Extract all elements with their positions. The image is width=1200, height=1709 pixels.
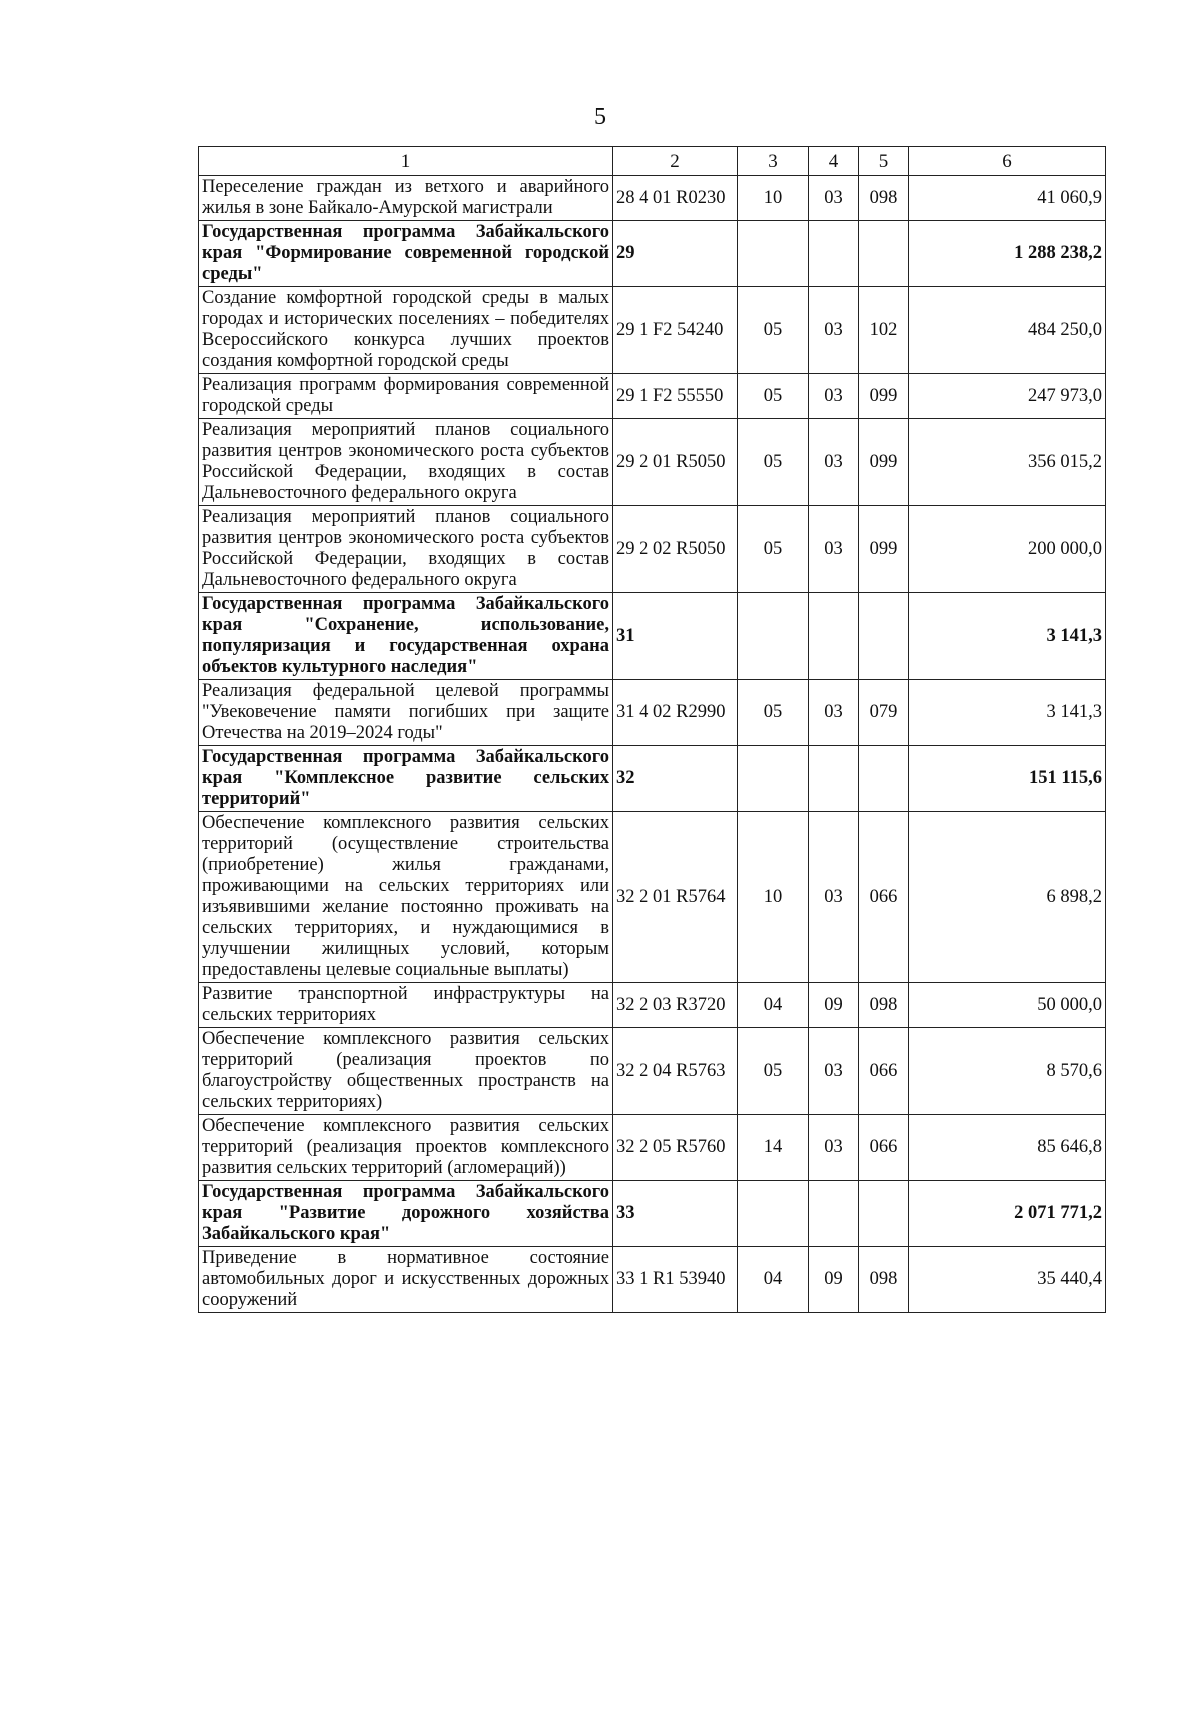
row-section-cell: 05 <box>738 1028 809 1115</box>
table-row <box>199 287 1106 374</box>
row-expense-type-cell: 098 <box>859 1247 909 1313</box>
row-section-cell: 10 <box>738 812 809 983</box>
table-row <box>199 506 1106 593</box>
row-subsection-cell <box>809 746 859 812</box>
budget-table <box>198 146 1106 1313</box>
table-row <box>199 176 1106 221</box>
row-expense-type-cell: 066 <box>859 812 909 983</box>
row-expense-type-cell: 099 <box>859 506 909 593</box>
row-section-cell: 10 <box>738 176 809 221</box>
header-row <box>199 147 1106 176</box>
row-name-cell: Государственная программа Забайкальского края "Формирование современной городской среды" <box>199 221 613 287</box>
row-amount-cell: 6 898,2 <box>909 812 1106 983</box>
program-row <box>199 746 1106 812</box>
col-header-6: 6 <box>909 147 1106 176</box>
row-section-cell: 14 <box>738 1115 809 1181</box>
row-name-cell: Государственная программа Забайкальского края "Развитие дорожного хозяйства Забайкальского края" <box>199 1181 613 1247</box>
row-code-cell: 32 2 01 R5764 <box>613 812 738 983</box>
table-row <box>199 374 1106 419</box>
row-name-cell: Создание комфортной городской среды в малых городах и исторических поселениях – победителях Всероссийского конкурса лучших проектов создания комфортной городской среды <box>199 287 613 374</box>
row-amount-cell: 1 288 238,2 <box>909 221 1106 287</box>
row-code-cell: 32 2 05 R5760 <box>613 1115 738 1181</box>
row-code-cell: 32 2 04 R5763 <box>613 1028 738 1115</box>
row-name-cell: Обеспечение комплексного развития сельских территорий (осуществление строительства (приобретение) жилья гражданами, проживающими на сельских территориях или изъявившими желание постоянно проживать на сельских территориях, и нуждающимися в улучшении жилищных условий, которым предоставлены целевые социальные выплаты) <box>199 812 613 983</box>
row-amount-cell: 484 250,0 <box>909 287 1106 374</box>
col-header-1: 1 <box>199 147 613 176</box>
row-subsection-cell: 03 <box>809 812 859 983</box>
row-code-cell: 33 1 R1 53940 <box>613 1247 738 1313</box>
row-name-cell: Реализация программ формирования современной городской среды <box>199 374 613 419</box>
row-amount-cell: 247 973,0 <box>909 374 1106 419</box>
row-subsection-cell <box>809 593 859 680</box>
table-row <box>199 983 1106 1028</box>
row-expense-type-cell: 079 <box>859 680 909 746</box>
row-subsection-cell: 09 <box>809 983 859 1028</box>
row-expense-type-cell: 066 <box>859 1028 909 1115</box>
row-name-cell: Государственная программа Забайкальского края "Сохранение, использование, популяризация и государственная охрана объектов культурного наследия" <box>199 593 613 680</box>
row-code-cell: 29 2 01 R5050 <box>613 419 738 506</box>
row-amount-cell: 3 141,3 <box>909 680 1106 746</box>
row-code-cell: 32 2 03 R3720 <box>613 983 738 1028</box>
row-amount-cell: 50 000,0 <box>909 983 1106 1028</box>
row-amount-cell: 8 570,6 <box>909 1028 1106 1115</box>
row-amount-cell: 3 141,3 <box>909 593 1106 680</box>
row-section-cell <box>738 593 809 680</box>
row-name-cell: Реализация мероприятий планов социального развития центров экономического роста субъектов Российской Федерации, входящих в состав Дальневосточного федерального округа <box>199 419 613 506</box>
row-amount-cell: 2 071 771,2 <box>909 1181 1106 1247</box>
program-row <box>199 1181 1106 1247</box>
table-row <box>199 680 1106 746</box>
row-code-cell: 33 <box>613 1181 738 1247</box>
row-subsection-cell: 03 <box>809 374 859 419</box>
program-row <box>199 221 1106 287</box>
row-expense-type-cell: 098 <box>859 176 909 221</box>
row-amount-cell: 356 015,2 <box>909 419 1106 506</box>
row-subsection-cell <box>809 1181 859 1247</box>
program-row <box>199 593 1106 680</box>
row-code-cell: 32 <box>613 746 738 812</box>
table-body <box>199 176 1106 1313</box>
row-amount-cell: 200 000,0 <box>909 506 1106 593</box>
row-section-cell: 05 <box>738 680 809 746</box>
table-row <box>199 1115 1106 1181</box>
row-subsection-cell: 03 <box>809 419 859 506</box>
row-section-cell: 05 <box>738 374 809 419</box>
row-section-cell: 04 <box>738 983 809 1028</box>
row-expense-type-cell <box>859 1181 909 1247</box>
row-code-cell: 29 1 F2 55550 <box>613 374 738 419</box>
row-expense-type-cell: 099 <box>859 374 909 419</box>
col-header-2: 2 <box>613 147 738 176</box>
table-row <box>199 419 1106 506</box>
row-code-cell: 29 <box>613 221 738 287</box>
row-section-cell <box>738 1181 809 1247</box>
row-section-cell <box>738 746 809 812</box>
row-subsection-cell: 09 <box>809 1247 859 1313</box>
row-section-cell: 05 <box>738 287 809 374</box>
table-row <box>199 1247 1106 1313</box>
row-subsection-cell: 03 <box>809 1115 859 1181</box>
row-expense-type-cell: 099 <box>859 419 909 506</box>
row-code-cell: 29 2 02 R5050 <box>613 506 738 593</box>
row-expense-type-cell: 102 <box>859 287 909 374</box>
row-section-cell: 05 <box>738 419 809 506</box>
row-name-cell: Переселение граждан из ветхого и аварийного жилья в зоне Байкало-Амурской магистрали <box>199 176 613 221</box>
row-expense-type-cell <box>859 746 909 812</box>
row-section-cell <box>738 221 809 287</box>
row-subsection-cell: 03 <box>809 506 859 593</box>
row-section-cell: 05 <box>738 506 809 593</box>
row-code-cell: 31 <box>613 593 738 680</box>
row-code-cell: 28 4 01 R0230 <box>613 176 738 221</box>
row-name-cell: Реализация федеральной целевой программы "Увековечение памяти погибших при защите Отечества на 2019–2024 годы" <box>199 680 613 746</box>
row-name-cell: Реализация мероприятий планов социального развития центров экономического роста субъектов Российской Федерации, входящих в состав Дальневосточного федерального округа <box>199 506 613 593</box>
table-row <box>199 1028 1106 1115</box>
row-name-cell: Обеспечение комплексного развития сельских территорий (реализация проектов комплексного развития сельских территорий (агломераций)) <box>199 1115 613 1181</box>
row-expense-type-cell: 098 <box>859 983 909 1028</box>
col-header-3: 3 <box>738 147 809 176</box>
row-amount-cell: 151 115,6 <box>909 746 1106 812</box>
row-subsection-cell <box>809 221 859 287</box>
row-subsection-cell: 03 <box>809 287 859 374</box>
row-code-cell: 29 1 F2 54240 <box>613 287 738 374</box>
row-name-cell: Государственная программа Забайкальского края "Комплексное развитие сельских территорий" <box>199 746 613 812</box>
row-amount-cell: 35 440,4 <box>909 1247 1106 1313</box>
row-name-cell: Развитие транспортной инфраструктуры на сельских территориях <box>199 983 613 1028</box>
row-expense-type-cell: 066 <box>859 1115 909 1181</box>
row-subsection-cell: 03 <box>809 680 859 746</box>
row-section-cell: 04 <box>738 1247 809 1313</box>
row-name-cell: Приведение в нормативное состояние автомобильных дорог и искусственных дорожных сооружений <box>199 1247 613 1313</box>
col-header-4: 4 <box>809 147 859 176</box>
page-number: 5 <box>594 104 606 130</box>
row-subsection-cell: 03 <box>809 176 859 221</box>
col-header-5: 5 <box>859 147 909 176</box>
table-row <box>199 812 1106 983</box>
row-amount-cell: 41 060,9 <box>909 176 1106 221</box>
row-subsection-cell: 03 <box>809 1028 859 1115</box>
row-expense-type-cell <box>859 221 909 287</box>
row-name-cell: Обеспечение комплексного развития сельских территорий (реализация проектов по благоустройству общественных пространств на сельских территориях) <box>199 1028 613 1115</box>
row-expense-type-cell <box>859 593 909 680</box>
row-code-cell: 31 4 02 R2990 <box>613 680 738 746</box>
row-amount-cell: 85 646,8 <box>909 1115 1106 1181</box>
